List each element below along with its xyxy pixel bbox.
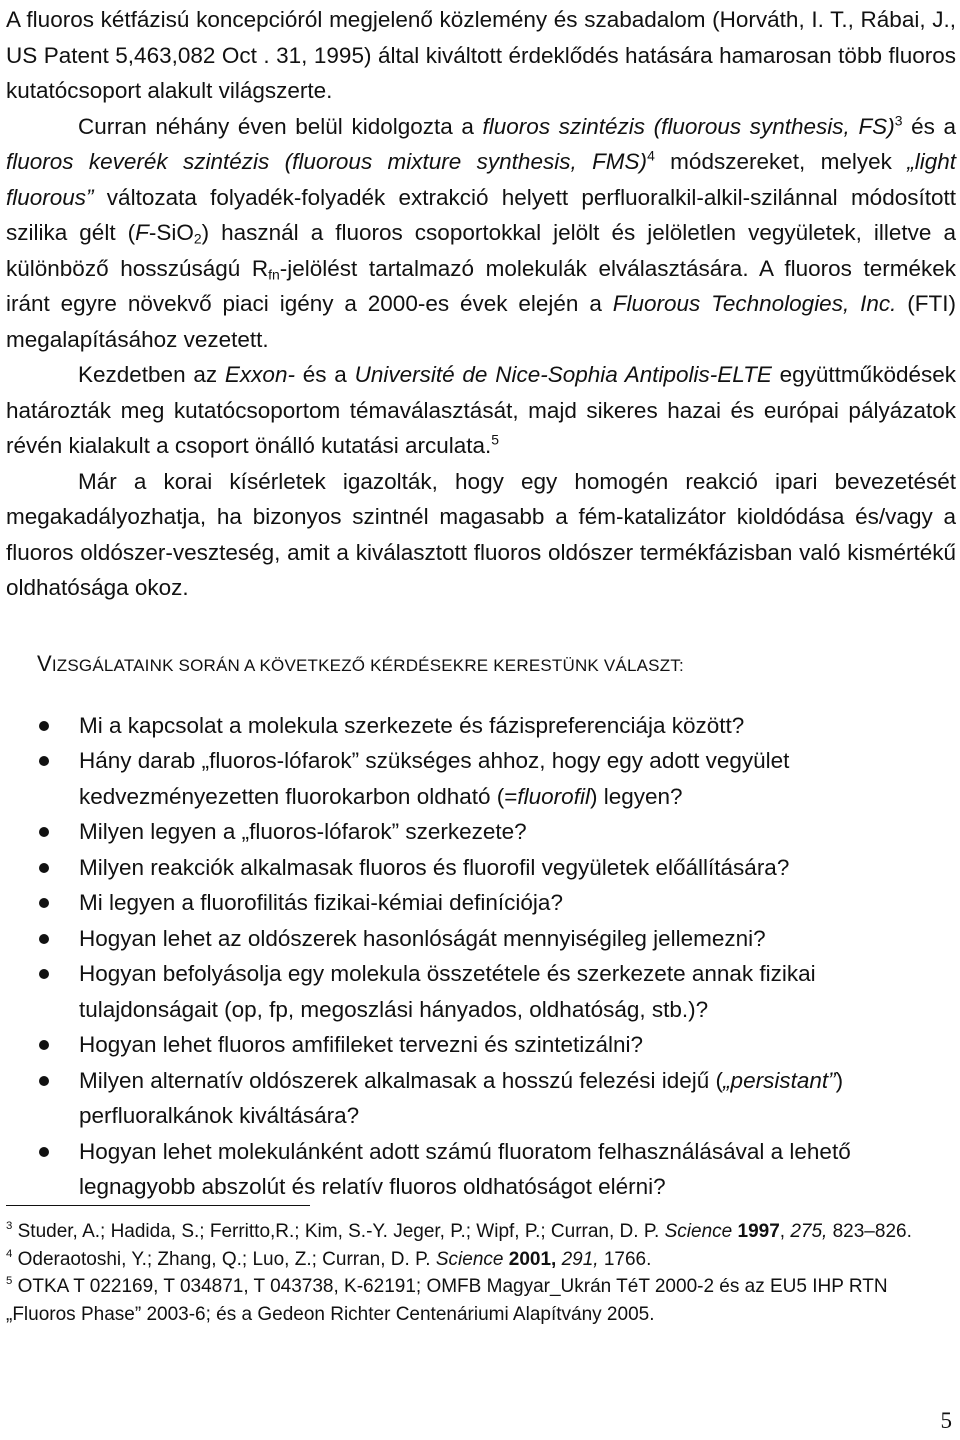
text-run: és a xyxy=(902,113,956,139)
term-fluorous-mixture-synthesis: fluoros keverék szintézis (fluorous mixture synthesis, FMS) xyxy=(6,149,648,174)
footnote-authors: Oderaotoshi, Y.; Zhang, Q.; Luo, Z.; Curran, D. P. xyxy=(12,1248,436,1270)
heading-rest: IZSGÁLATAINK SORÁN A KÖVETKEZŐ KÉRDÉSEKRE KERESTÜNK VÁLASZT: xyxy=(51,655,684,675)
footnote-number: 4 xyxy=(6,1247,13,1260)
text-run: Curran néhány éven belül kidolgozta a xyxy=(78,113,483,139)
list-item xyxy=(6,708,956,744)
term-exxon: Exxon- xyxy=(224,362,295,387)
list-item xyxy=(6,850,956,886)
subscript-fn: fn xyxy=(268,265,280,282)
list-item xyxy=(6,1063,956,1134)
question-text: Hogyan lehet molekulánként adott számú fluoratom felhasználásával a lehető legnagyobb abszolút és relatív fluoros oldhatóságot elérni? xyxy=(79,1138,851,1199)
question-text: Hogyan lehet fluoros amfifileket tervezni és szintetizálni? xyxy=(79,1032,644,1057)
journal-pages: 823–826. xyxy=(827,1221,912,1242)
footnote-divider xyxy=(6,1205,310,1206)
paragraph-early-experiments-text: Már a korai kísérletek igazolták, hogy egy homogén reakció ipari bevezetését megakadályozhatja, ha bizonyos szintnél magasabb a fém-katalizátor kioldódása és/vagy a fluoros oldószer-veszteség, amit a kiválasztott fluoros oldószer termékfázisban való kismértékű oldhatósága okoz. xyxy=(6,468,956,600)
text-run: Kezdetben az xyxy=(78,362,225,387)
text-run: változata folyadék-folyadék extrakció helyett perfluoralkil-alkil-szilánnal módosított szilika gélt ( xyxy=(6,184,956,245)
text-run: (FTI) megalapításához vezetett. xyxy=(6,291,956,352)
journal-year: 2001, xyxy=(508,1248,557,1270)
section-heading xyxy=(37,649,956,681)
journal-pages: 1766. xyxy=(598,1248,652,1270)
question-text: Milyen legyen a „fluoros-lófarok” szerkezete? xyxy=(79,819,527,844)
term-universite: Université de Nice-Sophia Antipolis-ELTE xyxy=(354,362,772,387)
bullet-icon xyxy=(39,1147,49,1157)
list-item xyxy=(6,921,956,957)
journal-volume: 291, xyxy=(561,1248,599,1270)
list-item xyxy=(6,956,956,1027)
journal-year: 1997 xyxy=(737,1221,780,1242)
bullet-icon xyxy=(39,863,49,873)
footnote-3: $^3$ Studer, A.; Hadida, S.; Ferritto,R.; Kim, S.-Y. Jeger, P.; Wipf, P.; Curran, D. P. Science 1997, 275, 823–826. xyxy=(6,1220,912,1242)
question-text: Mi legyen a fluorofilitás fizikai-kémiai definíciója? xyxy=(79,890,563,915)
footnote-number: 5 xyxy=(6,1275,13,1288)
question-text: Mi a kapcsolat a molekula szerkezete és fázispreferenciája között? xyxy=(79,712,745,738)
question-list xyxy=(6,708,956,1205)
text-run: -jelölést tartalmazó molekulák elválasztására. A fluoros termékek iránt egyre növekvő piaci igény a 2000-es évek elején a xyxy=(6,255,957,316)
journal-name: Science xyxy=(664,1221,733,1242)
term-persistant: „persistant” xyxy=(723,1067,836,1093)
bullet-icon xyxy=(39,934,49,944)
paragraph-early-experiments xyxy=(6,464,956,606)
list-item xyxy=(6,743,956,814)
term-fluorofil: fluorofil xyxy=(517,783,590,809)
text-run: -SiO xyxy=(148,220,194,245)
bullet-icon xyxy=(39,721,49,731)
journal-volume: 275, xyxy=(790,1221,828,1242)
question-text: ) perfluoralkánok kiváltására? xyxy=(79,1067,844,1128)
question-text: Hány darab „fluoros-lófarok” szükséges ahhoz, hogy egy adott vegyület kedvezményezetten fluorokarbon oldható (= xyxy=(79,748,790,809)
footnote-text: OTKA T 022169, T 034871, T 043738, K-62191; OMFB Magyar_Ukrán TéT 2000-2 és az EU5 IHP RTN „Fluoros Phase” 2003-6; és a Gedeon Richter Centenáriumi Alapítvány 2005. xyxy=(6,1276,888,1326)
bullet-icon xyxy=(39,969,49,979)
list-item xyxy=(6,1027,956,1063)
text-run: és a xyxy=(294,362,355,387)
bullet-icon xyxy=(39,1076,49,1086)
term-light-fluorous: „light fluorous” xyxy=(6,149,956,210)
subscript-2: 2 xyxy=(193,230,202,247)
text-run: módszereket, melyek xyxy=(654,149,908,174)
bullet-icon xyxy=(39,827,49,837)
footnote-ref-5: 5 xyxy=(491,431,500,448)
main-text xyxy=(6,2,956,1205)
journal-name: Science xyxy=(435,1248,504,1270)
footnote-5 xyxy=(6,1273,956,1328)
paragraph-intro xyxy=(6,2,956,109)
term-fluorous-technologies: Fluorous Technologies, Inc. xyxy=(612,291,897,316)
list-item xyxy=(6,1134,956,1205)
paragraph-cooperation xyxy=(6,357,956,464)
question-text: Hogyan befolyásolja egy molekula összetétele és szerkezete annak fizikai tulajdonságait (op, fp, megoszlási hányados, oldhatóság, stb.)? xyxy=(79,961,816,1022)
list-item xyxy=(6,814,956,850)
text-run: együttműködések határozták meg kutatócsoportom témaválasztását, majd sikeres hazai és európai pályázatok révén kialakult a csoport önálló kutatási arculata. xyxy=(6,362,956,458)
footnotes xyxy=(6,1218,956,1329)
paragraph-intro-text: A fluoros kétfázisú koncepcióról megjelenő közlemény és szabadalom (Horváth, I. T., Rábai, J., US Patent 5,463,082 Oct . 31, 1995) által kiváltott érdeklődés hatására hamarosan több fluoros kutatócsoport alakult világszerte. xyxy=(6,7,956,103)
text-run: ) használ a fluoros csoportokkal jelölt és jelöletlen vegyületek, illetve a különböző hosszúságú R xyxy=(6,220,956,281)
bullet-icon xyxy=(39,756,49,766)
bullet-icon xyxy=(39,1040,49,1050)
question-text: ) legyen? xyxy=(589,783,683,809)
paragraph-curran xyxy=(6,109,956,358)
question-text: Hogyan lehet az oldószerek hasonlóságát mennyiségileg jellemezni? xyxy=(79,925,766,951)
footnote-number: 3 xyxy=(6,1220,13,1233)
question-text: Milyen alternatív oldószerek alkalmasak a hosszú felezési idejű ( xyxy=(79,1067,724,1093)
footnote-ref-4: 4 xyxy=(647,147,655,164)
list-item xyxy=(6,885,956,921)
page-number: 5 xyxy=(940,1408,952,1433)
heading-initial: V xyxy=(37,650,52,676)
term-f-letter: F xyxy=(135,220,149,245)
footnote-ref-3: 3 xyxy=(894,111,903,128)
question-text: Milyen reakciók alkalmasak fluoros és fluorofil vegyületek előállítására? xyxy=(79,854,790,880)
footnote-4 xyxy=(6,1246,956,1274)
bullet-icon xyxy=(39,898,49,908)
term-fluorous-synthesis: fluoros szintézis (fluorous synthesis, FS) xyxy=(482,113,895,139)
footnote-authors: Studer, A.; Hadida, S.; Ferritto,R.; Kim, S.-Y. Jeger, P.; Wipf, P.; Curran, D. P. xyxy=(12,1221,665,1242)
